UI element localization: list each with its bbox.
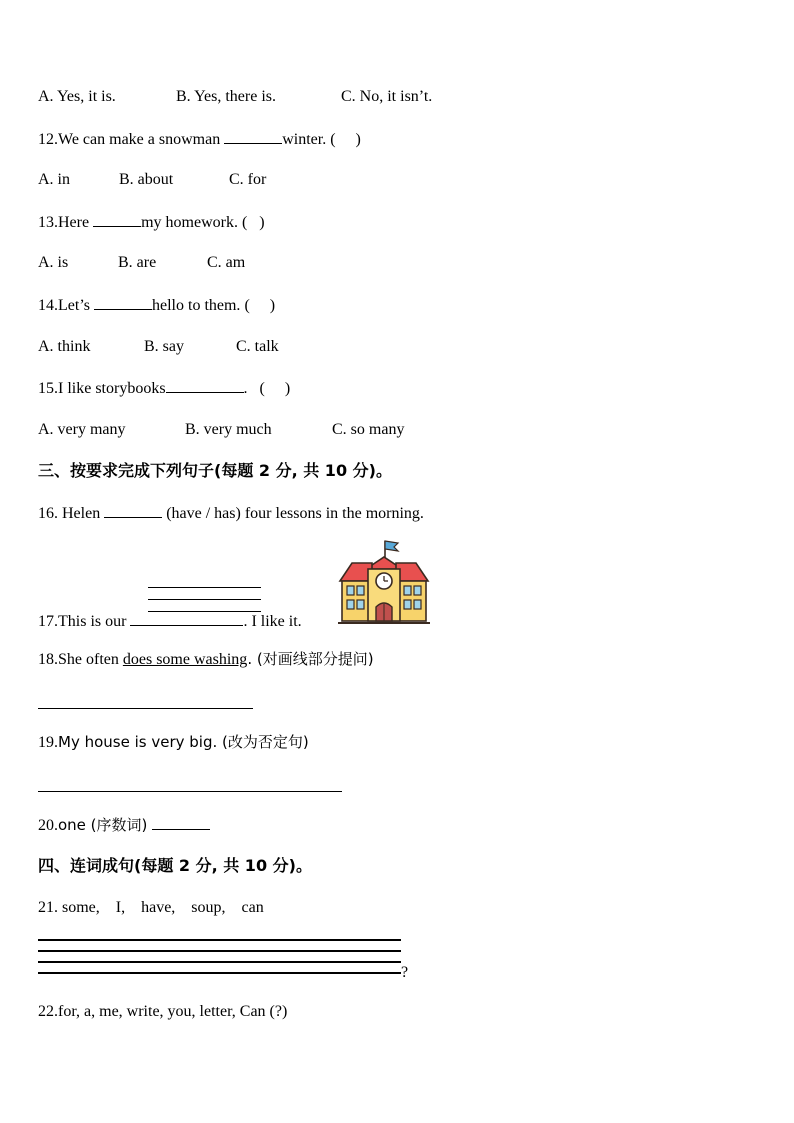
q12-option-c: C. for	[229, 171, 267, 188]
q16-blank[interactable]	[104, 503, 162, 518]
q12-text-before: We can make a snowman	[58, 131, 225, 148]
q18-text-before: She often	[58, 651, 123, 668]
q20-stem	[38, 815, 210, 836]
q13-answer-paren[interactable]: ( )	[241, 214, 265, 231]
q14-text-after: hello to them.	[152, 297, 241, 314]
q22-stem	[38, 1002, 287, 1022]
q15-blank[interactable]	[166, 378, 244, 393]
section-4-heading: 四、连词成句(每题 2 分, 共 10 分)。	[38, 856, 312, 875]
q12-blank[interactable]	[224, 129, 282, 144]
school-building-icon	[336, 537, 432, 627]
q21-line-4	[38, 972, 401, 974]
q14-blank[interactable]	[94, 295, 152, 310]
q20-text: one (序数词)	[58, 816, 153, 834]
q16-text-before: Helen	[62, 505, 105, 522]
q15-text-before: I like storybooks	[58, 380, 166, 397]
q12-number: 12.	[38, 131, 58, 148]
q14-text-before: Let’s	[58, 297, 94, 314]
q19-answer-line[interactable]	[38, 791, 342, 792]
q12-option-b: B. about	[119, 171, 174, 188]
q20-blank[interactable]	[152, 815, 210, 830]
q15-option-b: B. very much	[185, 421, 272, 438]
q17-number: 17.	[38, 613, 58, 630]
q12-answer-paren[interactable]: ( )	[330, 131, 361, 148]
q17-text-after: . I like it.	[243, 613, 302, 630]
q17-stem	[38, 611, 302, 632]
q21-line-3	[38, 961, 401, 963]
q18-underlined-phrase: does some washing	[122, 651, 248, 668]
q18-stem	[38, 649, 374, 670]
q15-number: 15.	[38, 380, 58, 397]
q12-stem	[38, 129, 361, 150]
q13-option-b: B. are	[118, 254, 157, 271]
q14-option-c: C. talk	[236, 338, 279, 355]
q14-stem	[38, 295, 275, 316]
q13-text-after: my homework.	[141, 214, 238, 231]
q18-number: 18.	[38, 651, 58, 668]
q22-number: 22.	[38, 1003, 58, 1020]
q21-stem	[38, 898, 264, 918]
q17-line-2	[148, 599, 261, 600]
q14-answer-paren[interactable]: ( )	[244, 297, 276, 314]
q13-option-a: A. is	[38, 254, 69, 271]
q14-option-a: A. think	[38, 338, 91, 355]
q14-option-b: B. say	[144, 338, 184, 355]
q15-option-a: A. very many	[38, 421, 126, 438]
q13-text-before: Here	[58, 214, 94, 231]
q18-answer-line[interactable]	[38, 708, 253, 709]
q16-text-after: (have / has) four lessons in the morning.	[166, 505, 424, 522]
q13-option-c: C. am	[207, 254, 246, 271]
q19-text: My house is very big. (改为否定句)	[58, 733, 309, 751]
q21-line-2	[38, 950, 401, 952]
q16-stem	[38, 503, 424, 524]
q19-number: 19.	[38, 734, 58, 751]
q21-words: some, I, have, soup, can	[58, 899, 264, 916]
q11-option-b: B. Yes, there is.	[176, 88, 277, 105]
q13-stem	[38, 212, 265, 233]
q16-number: 16.	[38, 505, 58, 522]
q18-instruction: . (对画线部分提问)	[247, 650, 374, 668]
q15-text-after: .	[243, 380, 248, 397]
q21-number: 21.	[38, 899, 58, 916]
q20-number: 20.	[38, 817, 58, 834]
section-3-heading: 三、按要求完成下列句子(每题 2 分, 共 10 分)。	[38, 461, 392, 480]
q19-stem	[38, 732, 309, 753]
q17-text-before: This is our	[58, 613, 131, 630]
q15-answer-paren[interactable]: ( )	[259, 380, 291, 397]
q12-option-a: A. in	[38, 171, 70, 188]
q21-question-mark: ?	[401, 964, 409, 981]
q21-line-1	[38, 939, 401, 941]
q13-blank[interactable]	[93, 212, 141, 227]
q22-words: for, a, me, write, you, letter, Can (?)	[58, 1003, 288, 1020]
q17-line-1	[148, 587, 261, 588]
q11-option-a: A. Yes, it is.	[38, 88, 116, 105]
q17-blank[interactable]	[130, 611, 243, 626]
q12-text-after: winter.	[282, 131, 327, 148]
q14-number: 14.	[38, 297, 58, 314]
q15-stem	[38, 378, 290, 399]
q11-option-c: C. No, it isn’t.	[341, 88, 433, 105]
q13-number: 13.	[38, 214, 58, 231]
q15-option-c: C. so many	[332, 421, 405, 438]
